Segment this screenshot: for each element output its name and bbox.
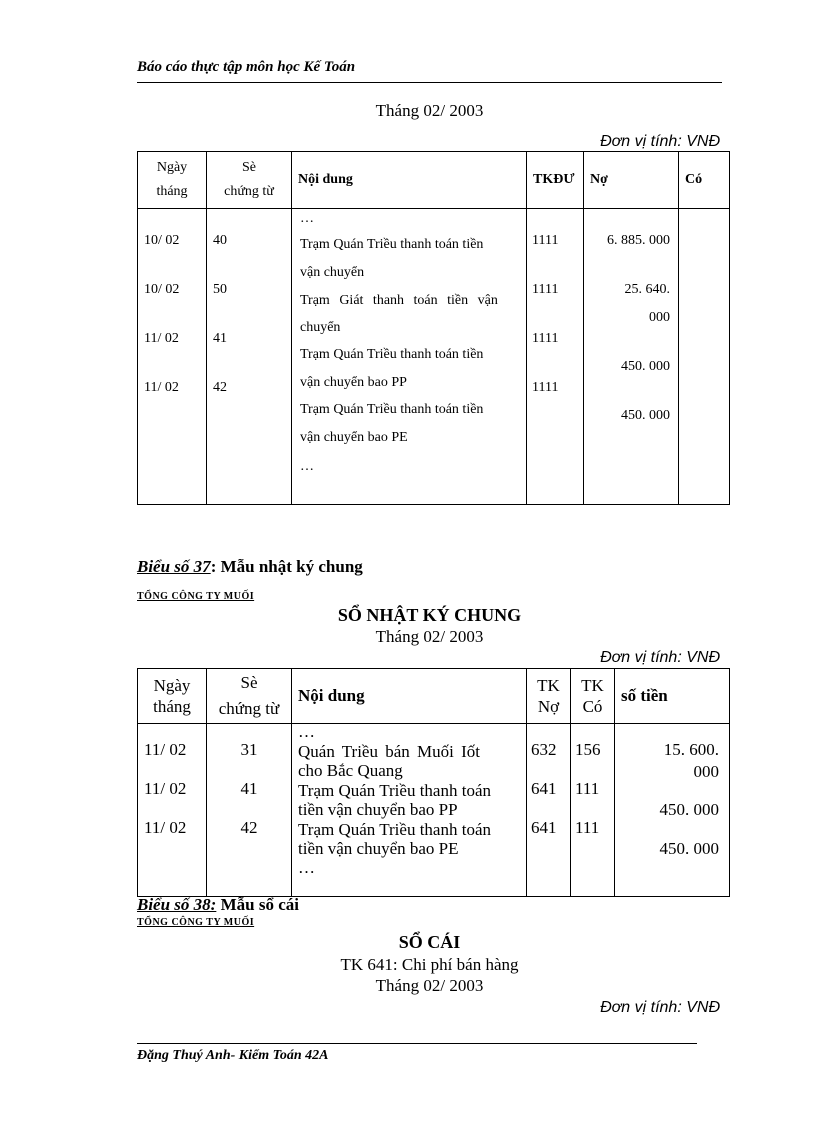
row4-debit: 450. 000	[621, 408, 670, 423]
row1-date: 11/ 02	[144, 740, 187, 759]
section38-unit: Đơn vị tính: VNĐ	[600, 999, 720, 1016]
row2-debit-l1: 25. 640.	[624, 282, 670, 297]
row3-credit: 111	[575, 818, 600, 837]
row1-doc: 31	[240, 740, 258, 759]
row1-credit: 156	[575, 740, 601, 759]
col-doc-l1: Sè	[240, 673, 258, 692]
col-doc-l2: chứng từ	[218, 699, 280, 718]
col-date	[138, 152, 207, 209]
row2-amount: 450. 000	[659, 800, 719, 819]
section37-unit: Đơn vị tính: VNĐ	[600, 649, 720, 666]
col-account: TKĐƯ	[527, 152, 584, 209]
row1-date: 10/ 02	[144, 233, 180, 248]
date-cell	[138, 724, 207, 897]
col-amount: số tiền	[615, 669, 730, 724]
row1-amount-l2: 000	[693, 762, 719, 781]
account-cell	[527, 209, 584, 505]
row2-debit-l2: 000	[649, 310, 670, 325]
table-header-row	[138, 152, 730, 209]
row2-content-l1: Trạm Giát thanh toán tiền vận	[300, 293, 498, 308]
page-header: Báo cáo thực tập môn học Kế Toán	[137, 59, 356, 75]
row3-debit: 641	[531, 818, 557, 837]
doc-cell	[207, 724, 292, 897]
table-body-row	[138, 724, 730, 897]
content-cell	[292, 209, 527, 505]
col-tk-credit-l2: Có	[582, 697, 603, 716]
ellipsis-bottom: …	[298, 858, 315, 877]
row2-doc: 50	[213, 282, 227, 297]
row3-content-l1: Trạm Quán Triều thanh toán	[298, 820, 491, 839]
section38-label: Biểu số 38:	[137, 895, 217, 914]
row2-account: 1111	[532, 282, 559, 297]
row1-doc: 40	[213, 233, 227, 248]
row3-date: 11/ 02	[144, 818, 187, 837]
row2-date: 10/ 02	[144, 282, 180, 297]
table1-month: Tháng 02/ 2003	[375, 101, 484, 120]
row3-account: 1111	[532, 331, 559, 346]
section38-title	[137, 895, 299, 915]
journal-table	[137, 668, 730, 897]
col-tk-debit-l2: Nợ	[537, 697, 560, 716]
section38-heading: SỔ CÁI	[398, 932, 461, 952]
row4-content-l2: vận chuyển bao PE	[300, 430, 408, 445]
section38-month: Tháng 02/ 2003	[375, 976, 484, 995]
row2-doc: 41	[240, 779, 258, 798]
col-content: Nội dung	[292, 669, 527, 724]
section37-heading: SỔ NHẬT KÝ CHUNG	[337, 605, 522, 625]
row3-debit: 450. 000	[621, 359, 670, 374]
col-date-l1: Ngày	[156, 160, 188, 175]
row1-account: 1111	[532, 233, 559, 248]
col-tk-credit	[571, 669, 615, 724]
col-doc	[207, 152, 292, 209]
table-header-row	[138, 669, 730, 724]
section38-text: Mẫu sổ cái	[216, 895, 299, 914]
row2-date: 11/ 02	[144, 779, 187, 798]
col-tk-credit-l1: TK	[581, 676, 604, 695]
row1-content-l1: Quán Triều bán Muối Iốt	[298, 742, 480, 761]
row1-content-l2: cho Bắc Quang	[298, 761, 403, 780]
section37-label: Biểu số 37	[137, 557, 211, 576]
section37-month: Tháng 02/ 2003	[375, 627, 484, 646]
section37-text: : Mẫu nhật ký chung	[210, 557, 363, 576]
row3-content-l1: Trạm Quán Triều thanh toán tiền	[300, 347, 484, 362]
section38-subheading: TK 641: Chi phí bán hàng	[340, 955, 519, 974]
row3-doc: 41	[213, 331, 227, 346]
row1-amount-l1: 15. 600.	[663, 740, 719, 759]
row4-doc: 42	[213, 380, 227, 395]
col-doc-l1: Sè	[242, 160, 256, 175]
date-cell	[138, 209, 207, 505]
row3-content-l2: tiền vận chuyển bao PE	[298, 839, 459, 858]
row3-doc: 42	[240, 818, 258, 837]
row2-debit: 641	[531, 779, 557, 798]
credit-cell	[679, 209, 730, 505]
table1-unit: Đơn vị tính: VNĐ	[600, 133, 720, 150]
col-doc	[207, 669, 292, 724]
row3-amount: 450. 000	[659, 839, 719, 858]
row1-content-l1: Trạm Quán Triều thanh toán tiền	[300, 237, 484, 252]
row2-content-l1: Trạm Quán Triều thanh toán	[298, 781, 491, 800]
amount-cell	[615, 724, 730, 897]
section37-title	[137, 557, 363, 577]
debit-cell	[584, 209, 679, 505]
table-body-row	[138, 209, 730, 505]
col-date-l2: tháng	[156, 184, 188, 199]
ellipsis-top: …	[300, 211, 314, 226]
section37-company: TỔNG CÔNG TY MUỐI	[137, 591, 255, 602]
col-debit: Nợ	[584, 152, 679, 209]
row2-credit: 111	[575, 779, 600, 798]
section38-company: TỔNG CÔNG TY MUỐI	[137, 917, 255, 928]
row4-date: 11/ 02	[144, 380, 179, 395]
row3-date: 11/ 02	[144, 331, 179, 346]
col-content: Nội dung	[292, 152, 527, 209]
col-date	[138, 669, 207, 724]
row1-debit: 632	[531, 740, 557, 759]
doc-cell	[207, 209, 292, 505]
col-doc-l2: chứng từ	[224, 184, 274, 199]
row3-content-l2: vận chuyển bao PP	[300, 375, 407, 390]
col-tk-debit-l1: TK	[537, 676, 560, 695]
col-tk-debit	[527, 669, 571, 724]
page-footer: Đặng Thuý Anh- Kiểm Toán 42A	[137, 1048, 329, 1063]
col-date-l2: tháng	[153, 697, 191, 716]
row1-debit: 6. 885. 000	[607, 233, 670, 248]
content-cell	[292, 724, 527, 897]
row1-content-l2: vận chuyển	[300, 265, 365, 280]
tk-credit-cell	[571, 724, 615, 897]
ledger-table-1	[137, 151, 730, 505]
footer-divider	[137, 1043, 697, 1044]
row2-content-l2: chuyển	[300, 320, 341, 335]
row4-account: 1111	[532, 380, 559, 395]
row2-content-l2: tiền vận chuyển bao PP	[298, 800, 458, 819]
col-credit: Có	[679, 152, 730, 209]
row4-content-l1: Trạm Quán Triều thanh toán tiền	[300, 402, 484, 417]
tk-debit-cell	[527, 724, 571, 897]
ellipsis-bottom: …	[300, 459, 314, 474]
header-divider	[137, 82, 722, 83]
col-date-l1: Ngày	[153, 676, 191, 695]
ellipsis-top: …	[298, 722, 315, 741]
